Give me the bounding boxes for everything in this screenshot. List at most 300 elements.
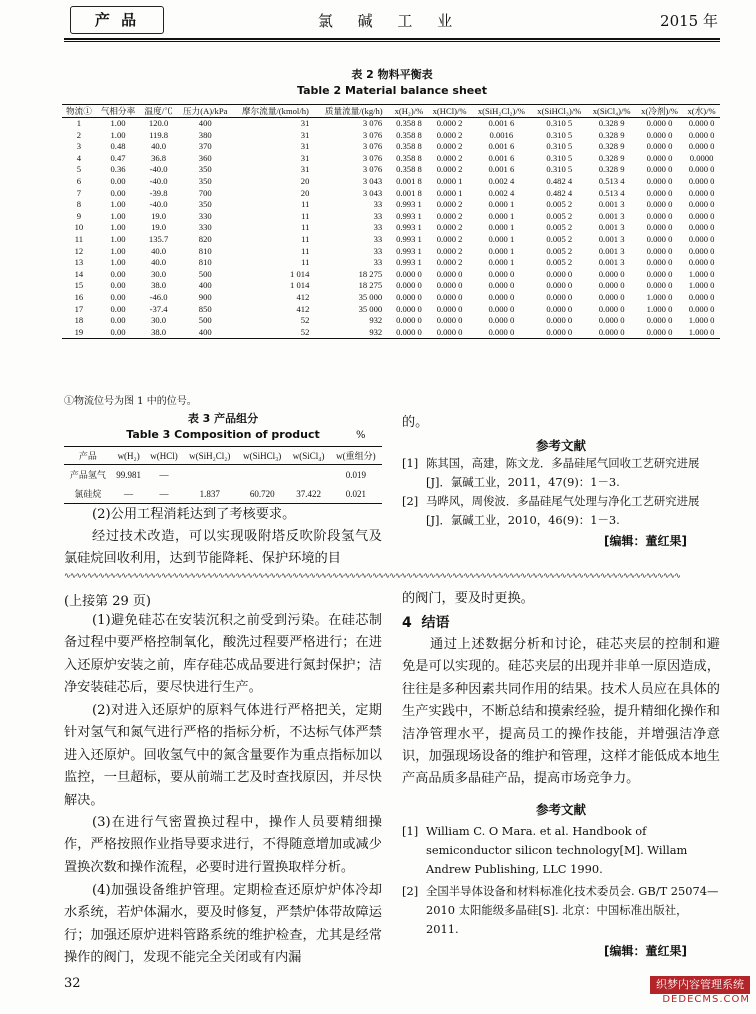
table-cell: 0.000 2 [436, 118, 463, 128]
editor-note: [编辑：董红果] [604, 534, 687, 548]
table-cell: 0.001 3 [598, 233, 625, 244]
table-cell: 3 [76, 141, 82, 152]
table-cell: 15 [74, 280, 84, 291]
table-cell: 0.000 0 [646, 164, 673, 175]
table-cell: 0.000 0 [598, 280, 625, 291]
table-row [64, 465, 382, 485]
table-cell: 0.000 0 [646, 315, 673, 326]
table-cell: 0.001 3 [598, 222, 625, 233]
table-cell: 0.358 8 [396, 152, 422, 163]
table-cell: 0.000 0 [646, 280, 673, 291]
table-cell: 0.000 0 [636, 327, 683, 339]
table-cell: 0.000 0 [396, 303, 422, 314]
table-cell: 850 [198, 303, 212, 314]
table-cell: 370 [198, 141, 212, 152]
references-heading: 参考文献 [535, 802, 586, 817]
table-cell: 8 [76, 199, 82, 210]
references-heading: 参考文献 [535, 438, 586, 453]
paragraph: (4)加强设备维护管理。定期检查还原炉炉体冷却水系统，若炉体漏水，要及时修复，严禁炉体带故障运行；加强还原炉进料管路系统的维护检查，尤其是经常操作的阀门，发现不能完全关闭或有内漏 [64, 883, 382, 966]
table2-caption-en: Table 2 Material balance sheet [297, 84, 487, 97]
table-row [62, 246, 720, 258]
table-cell: 0.000 0 [688, 210, 715, 221]
table-cell: 120.0 [148, 118, 169, 128]
header-rule [64, 38, 720, 40]
table-cell: 0.310 5 [546, 118, 573, 128]
table-cell: 31 [300, 164, 310, 175]
table-row [62, 118, 720, 130]
table-cell: 37.422 [287, 484, 329, 504]
table-cell: 0.000 0 [488, 268, 515, 279]
table-cell: 0.000 0 [436, 291, 463, 302]
table-cell: 0.310 5 [546, 129, 573, 140]
table-cell: 400 [198, 118, 212, 128]
table-cell: 0.000 0 [688, 257, 715, 268]
table-cell: 0.000 0 [688, 164, 715, 175]
table-cell: 1.000 0 [683, 327, 720, 339]
table-cell: 1.000 0 [646, 291, 673, 302]
table-header-row [64, 447, 382, 465]
table-cell: 0.000 1 [488, 222, 515, 233]
table-cell: 1.00 [110, 245, 126, 256]
table-cell: 0.002 4 [488, 175, 515, 186]
watermark-badge: 织梦内容管理系统 [650, 976, 750, 994]
table-cell: 0.358 8 [396, 118, 422, 128]
column-header: w(SiCl₄) [287, 447, 329, 465]
table-cell: 0.000 2 [436, 152, 463, 163]
table-cell: 35 000 [358, 291, 383, 302]
paragraph: (3)在进行气密置换过程中，操作人员要精细操作，严格按照作业指导要求进行，不得随意增加或减少置换次数和操作流程，必要时进行置换取样分析。 [64, 815, 382, 875]
table-cell: 1.000 0 [688, 268, 715, 279]
table-cell: 0.000 1 [488, 245, 515, 256]
table-cell: 810 [198, 245, 212, 256]
table-cell: 1.000 0 [688, 315, 715, 326]
table-cell: 0.328 9 [598, 141, 625, 152]
table-cell: 19.0 [151, 210, 167, 221]
table-cell: 0.000 0 [688, 187, 715, 198]
table-cell: -40.0 [149, 199, 168, 210]
table-cell: 0.000 2 [436, 164, 463, 175]
table-cell: 0.000 0 [546, 315, 573, 326]
table-cell: 0.000 0 [546, 268, 573, 279]
table-cell: 3 076 [362, 118, 383, 128]
table-cell: 20 [300, 175, 310, 186]
table-cell: 33 [373, 257, 383, 268]
table-cell: 0.019 [345, 469, 366, 480]
table-cell: 0.000 0 [646, 175, 673, 186]
table-cell: 31 [300, 141, 310, 152]
table-cell: 11 [301, 222, 310, 233]
column-header: x(HCl)/% [428, 105, 472, 118]
table-cell: 0.001 3 [598, 210, 625, 221]
table-cell: 0.00 [96, 327, 140, 339]
table-cell: 52 [234, 327, 318, 339]
table-cell: 0.000 0 [688, 245, 715, 256]
table-cell: 0.001 3 [598, 257, 625, 268]
table-body [62, 118, 720, 339]
table-cell: 350 [198, 175, 212, 186]
table-cell: 4 [76, 152, 82, 163]
table-cell: 0.000 0 [546, 291, 573, 302]
table-cell: 1.00 [110, 257, 126, 268]
table-cell: 350 [198, 199, 212, 210]
table-row [62, 141, 720, 153]
table-cell: 0.000 0 [646, 187, 673, 198]
table-cell: 2 [76, 129, 82, 140]
column-header: x(H₂)/% [390, 105, 428, 118]
table-cell: 0.000 0 [688, 291, 715, 302]
reference-text: 陈其国，高建，陈文龙．多晶硅尾气回收工艺研究进展[J]．氯碱工业，2011，47(9)：1－3. [426, 456, 700, 489]
table-cell: 11 [74, 233, 84, 244]
column-header: 温度/℃ [140, 105, 177, 118]
table-cell: 氯硅烷 [64, 484, 112, 504]
table-cell: 0.00 [110, 268, 126, 279]
table-cell: — [159, 469, 169, 480]
table-cell: 0.000 2 [436, 245, 463, 256]
table-cell: 0.310 5 [546, 152, 573, 163]
paragraph: (1)避免硅芯在安装沉积之前受到污染。在硅芯制备过程中要严格控制氧化，酸洗过程要严格进行；在进入还原炉安装之前，库存硅芯成品要进行氮封保护；洁净安装硅芯后，要尽快进行生产。 [64, 613, 382, 696]
table-cell: 0.000 0 [646, 257, 673, 268]
table-cell: 0.000 0 [646, 210, 673, 221]
product-composition-table [64, 446, 382, 504]
table-row [62, 153, 720, 165]
table-cell: 0.36 [110, 164, 126, 175]
table-cell: -37.4 [149, 303, 168, 314]
table-cell: 52 [300, 315, 310, 326]
table-row [62, 130, 720, 142]
table-cell: 0.000 2 [436, 129, 463, 140]
table-cell: -40.0 [149, 175, 168, 186]
table-cell: 14 [74, 268, 84, 279]
table-cell: 0.000 0 [646, 199, 673, 210]
table-cell: 0.000 0 [396, 315, 422, 326]
table-cell: 0.000 0 [488, 303, 515, 314]
table-cell: 350 [198, 164, 212, 175]
table-cell: 1.00 [110, 199, 126, 210]
table-cell: 0.002 4 [488, 187, 515, 198]
table-cell: 12 [74, 245, 84, 256]
page-number: 32 [64, 976, 81, 991]
table-row [62, 257, 720, 269]
table-cell: 0.000 0 [598, 315, 625, 326]
table-cell: 0.000 0 [390, 327, 428, 339]
table-cell: 0.001 6 [488, 152, 515, 163]
table-cell: 0.310 5 [546, 141, 573, 152]
table-cell: 30.0 [151, 315, 167, 326]
table-cell: 0.993 1 [396, 245, 422, 256]
table-cell: 0.000 2 [436, 222, 463, 233]
table-cell: 33 [373, 210, 383, 221]
table-cell: 3 043 [362, 175, 383, 186]
table-cell: 0.001 6 [488, 164, 515, 175]
table-cell: 0.000 0 [646, 222, 673, 233]
table-cell: 0.482 4 [546, 187, 573, 198]
paragraph-continuation: 的。 [402, 415, 429, 430]
table-cell: 0.000 0 [488, 291, 515, 302]
table-cell: 0.000 0 [688, 303, 715, 314]
table-cell: 40.0 [151, 257, 167, 268]
table-cell: 0.0016 [489, 129, 514, 140]
reference-text: 全国半导体设备和材料标准化技术委员会. GB/T 25074—2010 太阳能级多晶硅[S]. 北京：中国标准出版社，2011. [426, 884, 719, 936]
table-cell: 0.00 [110, 187, 126, 198]
table-cell: 900 [198, 291, 212, 302]
column-header: x(冷剂)/% [636, 105, 683, 118]
table-cell: 0.000 0 [396, 280, 422, 291]
table-cell: 400 [198, 280, 212, 291]
table-cell: 0.000 1 [488, 199, 515, 210]
table-cell: 10 [74, 222, 84, 233]
table-cell: 0.000 0 [646, 129, 673, 140]
table-cell: 0.00 [110, 303, 126, 314]
table-cell: 0.000 0 [488, 315, 515, 326]
table-cell: 500 [198, 315, 212, 326]
table-cell: 0.005 2 [546, 199, 573, 210]
table2-caption-cn: 表 2 物料平衡表 [351, 68, 433, 81]
section-heading [402, 612, 450, 632]
table-cell: 0.000 0 [471, 327, 531, 339]
table-cell: 0.001 8 [396, 175, 422, 186]
column-header: w(SiH₂Cl₂) [183, 447, 237, 465]
table-cell: 0.513 4 [598, 187, 625, 198]
table-row [62, 304, 720, 316]
table-cell: 135.7 [148, 233, 169, 244]
table-cell: 0.000 0 [598, 268, 625, 279]
table-cell: 31 [300, 152, 310, 163]
header-rule-thin [64, 41, 720, 42]
table-cell: 99.981 [116, 469, 141, 480]
column-header: x(SiH₂Cl₂)/% [471, 105, 531, 118]
reference-number: [2] [402, 494, 419, 508]
table-cell: 40.0 [151, 245, 167, 256]
table-cell: 360 [198, 152, 212, 163]
table2-footnote: ①物流位号为图 1 中的位号。 [64, 396, 197, 407]
table-row [62, 199, 720, 211]
table-cell: 5 [76, 164, 82, 175]
table-cell: 17 [74, 303, 84, 314]
table-cell: 0.000 0 [598, 291, 625, 302]
table-cell: — [145, 484, 182, 504]
paragraph: 经过技术改造，可以实现吸附塔反吹阶段氢气及氯硅烷回收利用，达到节能降耗、保护环境的目 [64, 529, 382, 567]
table3-caption-cn: 表 3 产品组分 [187, 412, 259, 425]
table-cell: 38.0 [151, 280, 167, 291]
table-cell: 0.993 1 [396, 233, 422, 244]
table-cell: 0.993 1 [396, 222, 422, 233]
table-cell: 810 [198, 257, 212, 268]
table-cell [287, 465, 329, 485]
table-cell: 0.000 1 [488, 210, 515, 221]
table-row [62, 176, 720, 188]
table-cell: 1.000 0 [646, 303, 673, 314]
reference-item [402, 492, 720, 530]
table-cell: 0.001 8 [396, 187, 422, 198]
table-cell: 412 [296, 291, 310, 302]
table-cell: 33 [373, 233, 383, 244]
table-cell: 18 275 [358, 280, 383, 291]
table-cell: 0.000 0 [688, 129, 715, 140]
table-cell: -46.0 [149, 291, 168, 302]
table-cell: 3 043 [362, 187, 383, 198]
table-cell: 11 [301, 245, 310, 256]
table-cell: 0.00 [110, 280, 126, 291]
section-title: 结语 [421, 615, 450, 631]
table-cell: 0.358 8 [396, 141, 422, 152]
table-cell [183, 465, 237, 485]
table-cell: 0.001 6 [488, 118, 515, 128]
table-cell: 11 [301, 210, 310, 221]
watermark-url: DEDECMS.COM [662, 994, 750, 1005]
reference-number: [1] [402, 824, 419, 838]
column-header: w(H₂) [112, 447, 146, 465]
table-cell: 0.000 0 [688, 141, 715, 152]
table-cell: 330 [198, 222, 212, 233]
table-cell: 330 [198, 210, 212, 221]
table-cell: 0.00 [110, 315, 126, 326]
table-cell: 0.000 0 [488, 280, 515, 291]
table-cell: 119.8 [149, 129, 169, 140]
table-cell: 产品氢气 [69, 470, 106, 480]
table-cell: 500 [198, 268, 212, 279]
table-cell: 932 [369, 315, 383, 326]
column-header: x(水)/% [683, 105, 720, 118]
table-cell: — [112, 484, 146, 504]
reference-text: William C. O Mara. et al. Handbook of semiconductor silicon technology[M]. Willam Andrew Publishing, LLC 1990. [426, 824, 688, 876]
table-cell: 0.000 0 [436, 303, 463, 314]
table-cell: 932 [317, 327, 390, 339]
table-cell: 0.000 0 [688, 222, 715, 233]
table-cell: 0.000 0 [688, 118, 715, 128]
paragraph: (2)对进入还原炉的原料气体进行严格把关，定期针对氢气和氮气进行严格的指标分析，不达标气体严禁进入还原炉。回收氢气中的氮含量要作为重点指标加以监控，一旦超标，要从前端工艺及时查找原因，并尽快解决。 [64, 703, 382, 808]
table-cell: 0.000 0 [688, 199, 715, 210]
journal-name: 氯 碱 工 业 [317, 12, 463, 30]
table-cell: 0.000 0 [587, 327, 636, 339]
table-cell: 0.000 1 [488, 233, 515, 244]
table-cell: 0.000 0 [598, 303, 625, 314]
table-cell: 0.328 9 [598, 164, 625, 175]
table-row [64, 484, 382, 504]
table-cell: 0.000 0 [396, 268, 422, 279]
table-cell: 0.000 0 [436, 280, 463, 291]
table-row [62, 269, 720, 281]
table-cell: 30.0 [151, 268, 167, 279]
table-cell: 380 [198, 129, 212, 140]
table-cell: 0.000 2 [436, 233, 463, 244]
table-row [62, 164, 720, 176]
table-cell: 0.328 9 [598, 118, 625, 128]
table-cell: 0.000 0 [436, 268, 463, 279]
table-cell: 0.005 2 [546, 233, 573, 244]
continued-from-note: (上接第 29 页) [64, 594, 151, 609]
table-cell: 3 076 [362, 152, 383, 163]
table-row [62, 234, 720, 246]
table-cell: 1 014 [290, 268, 310, 279]
table-cell: 0.001 6 [488, 141, 515, 152]
table-cell: 1 [76, 118, 82, 128]
table-cell: 1.00 [110, 233, 126, 244]
table-cell: 0.000 0 [646, 118, 673, 128]
table-cell: 0.005 2 [546, 257, 573, 268]
reference-item [402, 454, 720, 492]
table-cell: 40.0 [151, 141, 167, 152]
table-cell: 0.993 1 [396, 199, 422, 210]
table-cell: 1.00 [110, 129, 126, 140]
table-cell: 0.000 2 [436, 199, 463, 210]
table-cell: 0.358 8 [396, 164, 422, 175]
table-cell: 0.000 0 [646, 233, 673, 244]
table-cell: 9 [76, 210, 82, 221]
table-cell: 36.8 [151, 152, 167, 163]
table-cell: 33 [373, 222, 383, 233]
table-cell: 3 076 [362, 164, 383, 175]
table-cell: 0.000 0 [436, 315, 463, 326]
table-row [62, 280, 720, 292]
table-cell: 11 [301, 257, 310, 268]
table-cell: 0.021 [330, 484, 382, 504]
table-cell [237, 465, 287, 485]
table-cell: 400 [177, 327, 234, 339]
table-cell: 18 [74, 315, 84, 326]
column-header: 产品 [64, 447, 112, 465]
table-cell: 0.005 2 [546, 210, 573, 221]
table3-unit: % [356, 430, 366, 441]
table-cell: 0.000 0 [688, 175, 715, 186]
table-cell: 1.00 [110, 210, 126, 221]
table-cell: -40.0 [149, 164, 168, 175]
table-cell: 0.0000 [689, 152, 714, 163]
table-cell: 11 [301, 199, 310, 210]
paragraph: 通过上述数据分析和讨论，硅芯夹层的控制和避免是可以实现的。硅芯夹层的出现并非单一原因造成，往往是多种因素共同作用的结果。技术人员应在具体的生产实践中，不断总结和摸索经验，提升精细化操作和洁净管理水平，提高员工的操作技能，并增强洁净意识，加强现场设备的维护和管理，这样才能低成本地生产高品质多晶硅产品，提高市场竞争力。 [402, 637, 720, 787]
reference-item [402, 882, 720, 939]
issue-year: 2015 年 [660, 12, 718, 30]
table-cell: 0.328 9 [598, 129, 625, 140]
table-cell: 1.837 [183, 484, 237, 504]
column-header: 气相分率 [96, 105, 140, 118]
section-number: 4 [402, 615, 412, 631]
table-row [62, 292, 720, 304]
table-cell: 0.00 [110, 175, 126, 186]
table-cell: 0.000 1 [436, 187, 463, 198]
table-cell: -39.8 [149, 187, 168, 198]
table-cell: 0.000 0 [646, 141, 673, 152]
table-cell: 0.00 [110, 291, 126, 302]
table-cell: 0.000 0 [396, 291, 422, 302]
table-cell: 6 [76, 175, 82, 186]
paragraph-continuation: 的阀门，要及时更换。 [402, 591, 534, 606]
column-header: x(SiCl₄)/% [587, 105, 636, 118]
table-cell: 700 [198, 187, 212, 198]
table-cell: 38.0 [140, 327, 177, 339]
column-header: 物流① [62, 105, 96, 118]
table-cell: 19.0 [151, 222, 167, 233]
table-cell: 0.993 1 [396, 210, 422, 221]
table-cell: 0.000 0 [546, 303, 573, 314]
column-header: w(HCl) [145, 447, 182, 465]
column-header: x(SiHCl₃)/% [531, 105, 587, 118]
column-header: 摩尔流量/(kmol/h) [234, 105, 318, 118]
table-cell: 0.000 2 [436, 210, 463, 221]
table-cell: 35 000 [358, 303, 383, 314]
table-cell: 820 [198, 233, 212, 244]
table-cell: 60.720 [237, 484, 287, 504]
table-row [62, 188, 720, 200]
table-cell: 0.000 0 [646, 268, 673, 279]
table-cell: 0.328 9 [598, 152, 625, 163]
section-badge: 产 品 [70, 6, 164, 34]
table-cell: 1.00 [110, 222, 126, 233]
table-row [62, 315, 720, 327]
table-cell: 0.001 3 [598, 199, 625, 210]
table-cell: 0.358 8 [396, 129, 422, 140]
table-cell: 0.513 4 [598, 175, 625, 186]
table-row [62, 211, 720, 223]
